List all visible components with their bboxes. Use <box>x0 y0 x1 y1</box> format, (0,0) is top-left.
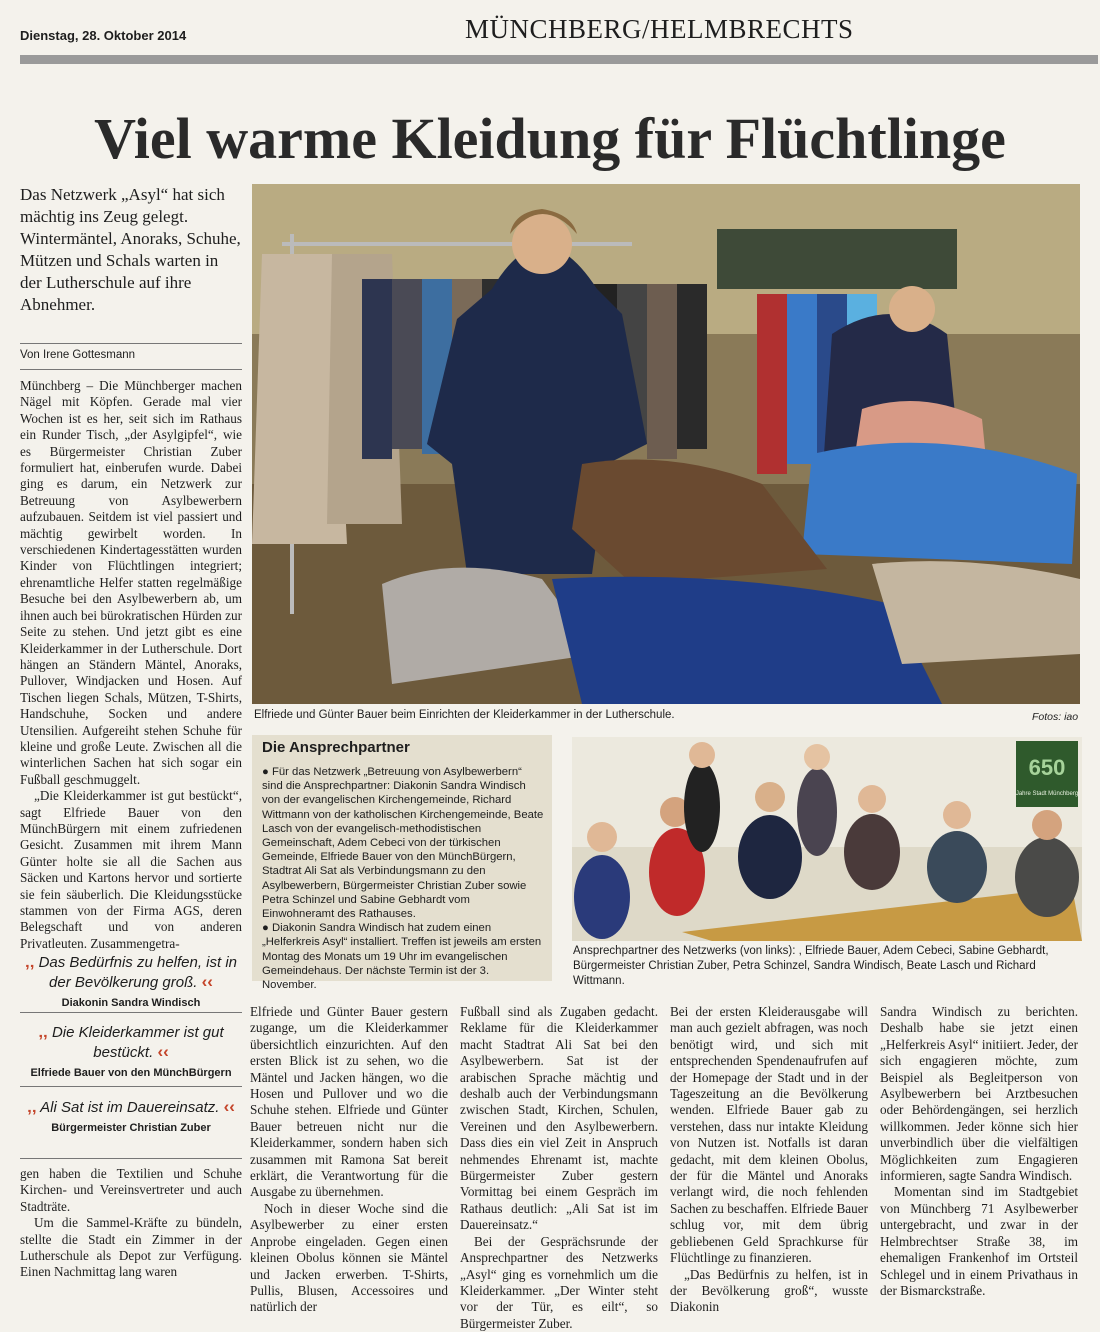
quote-author: Bürgermeister Christian Zuber <box>51 1122 211 1134</box>
paragraph: Elfriede und Günter Bauer gestern zugange, um die Kleiderkammer übersichtlich einzurichten. Auf den ersten Blick ist zu sehen, wo die Mäntel und Jacken hängen, wo die Hosen und Pullover und wo die Schuhe stehen. Elfriede und Günter Bauer betreuen nicht nur die Kleiderkammer, sondern haben sich zusammen mit Ramona Sat bereit erklärt, die Verantwortung für die Ausgabe zu übernehmen. <box>250 1004 448 1200</box>
lead-divider <box>20 343 242 344</box>
paragraph: Um die Sammel-Kräfte zu bündeln, stellte die Stadt ein Zimmer in der Lutherschule als Depot zur Verfügung. Einen Nachmittag lang waren <box>20 1215 242 1280</box>
photo-clothing-room-illustration <box>252 184 1080 704</box>
photo-credit: Fotos: iao <box>1032 711 1079 723</box>
pull-quote <box>20 1022 242 1079</box>
paragraph: Bei der Gesprächsrunde der Ansprechpartner des Netzwerks „Asyl“ ging es vornehmlich um die Kleiderkammer. „Der Winter steht vor der Tür, es eilt“, so Bürgermeister Zuber. <box>460 1233 658 1331</box>
quote-open-icon: ‚‚ <box>24 952 35 971</box>
quote-close-icon: ‹‹ <box>157 1042 169 1061</box>
bullet-icon: ● <box>262 766 269 778</box>
quote-divider <box>20 1086 242 1087</box>
pull-quote <box>20 1097 242 1134</box>
paragraph: „Das Bedürfnis zu helfen, ist in der Bevölkerung groß“, wusste Diakonin <box>670 1266 868 1315</box>
byline: Von Irene Gottesmann <box>20 349 136 361</box>
pull-quote <box>20 952 242 1009</box>
quote-text: Das Bedürfnis zu helfen, ist in der Bevölkerung groß. <box>38 954 238 991</box>
quote-close-icon: ‹‹ <box>201 972 213 991</box>
main-photo-caption: Elfriede und Günter Bauer beim Einrichten der Kleiderkammer in der Lutherschule. <box>254 709 675 721</box>
quote-text: Ali Sat ist im Dauereinsatz. <box>40 1099 220 1116</box>
lead-paragraph: Das Netzwerk „Asyl“ hat sich mächtig ins Zeug gelegt. Wintermäntel, Anoraks, Schuhe, Mützen und Schals warten in der Lutherschule auf ihre Abnehmer. <box>20 185 241 314</box>
section-title: MÜNCHBERG/HELMBRECHTS <box>465 14 854 44</box>
paragraph: Fußball sind als Zugaben gedacht. Reklame für die Kleiderkammer macht Stadtrat Ali Sat bei den Asylbewerbern. Sat ist der arabischen Sprache mächtig und deshalb auch der Verbindungsmann zwischen Stadt, Kirchen, Schulen, Vereinen und den Asylbewerbern. Dass dies ein viel Zeit in Anspruch nehmendes Ehrenamt ist, machte Bürgermeister Zuber gestern Vormittag bei einem Gespräch im Rathaus deutlich: „Ali Sat ist im Dauereinsatz.“ <box>460 1004 658 1233</box>
paragraph: Münchberg – Die Münchberger machen Nägel mit Köpfen. Gerade mal vier Wochen ist es her, seit sich im Rathaus ein Runder Tisch, „der Asylgipfel“, wie es Bürgermeister Christian Zuber formuliert hat, einberufen wurde. Dabei ging es darum, ein Netzwerk zur Betreuung von Asylbewerbern aufzubauen. Seitdem ist viel passiert und mächtig gewirbelt worden. In verschiedenen Kindertagesstätten wurden Kinder von Flüchtlingen integriert; ehrenamtliche Helfer statten regelmäßige Besuche bei den Asylbewerbern ab, um ihnen auch bei bürokratischen Hürden zur Seite zu stehen. Und jetzt gibt es eine Kleiderkammer in der Lutherschule. Dort hängen an Ständern Mäntel, Anoraks, Pullover, Windjacken und Hosen. Auf Tischen liegen Schals, Mützen, T-Shirts, Handschuhe, Socken und andere Utensilien. Aufgereiht stehen Schuhe für kleine und große Leute. Zwischen all die winterlichen Sachen hat sich sogar ein Fußball geschmuggelt. <box>20 378 242 787</box>
quote-open-icon: ‚‚ <box>27 1097 37 1116</box>
group-photo-caption: Ansprechpartner des Netzwerks (von links): , Elfriede Bauer, Adem Cebeci, Sabine Gebhardt, Bürgermeister Christian Zuber, Petra Schinzel, Sandra Windisch, Beate Lasch und Richard Wittmann. <box>573 945 1049 987</box>
group-photo <box>572 737 1082 941</box>
contacts-infobox <box>252 735 552 992</box>
byline-divider <box>20 369 242 370</box>
article-column-4 <box>670 1004 868 1316</box>
header-rule <box>20 55 1098 64</box>
headline: Viel warme Kleidung für Flüchtlinge <box>94 106 1006 171</box>
quote-divider <box>20 1012 242 1013</box>
paragraph: Sandra Windisch zu berichten. Deshalb habe sie jetzt einen „Helferkreis Asyl“ initiiert. Jeder, der sich engagieren möchte, zum Beispiel als Begleitperson von Asylbewerbern bei Arztbesuchen oder Behördengängen, sei herzlich willkommen. Jeder könne sich hier unverbindlich über die vielfältigen Möglichkeiten zum Engagieren informieren, sagte Sandra Windisch. <box>880 1004 1078 1184</box>
paragraph: Momentan sind im Stadtgebiet von Münchberg 71 Asylbewerber untergebracht, und zwar in der Helmbrechtser Straße 38, im ehemaligen Frankenhof im Ortsteil Schlegel und in einem Privathaus in der Bismarckstraße. <box>880 1184 1078 1298</box>
quote-text: Die Kleiderkammer ist gut bestückt. <box>51 1024 224 1061</box>
quote-divider <box>20 1158 242 1159</box>
infobox-item: Diakonin Sandra Windisch hat zudem einen „Helferkreis Asyl“ installiert. Treffen ist jeweils am ersten Montag des Monats um 19 Uhr im evangelischen Gemeindehaus. Der nächste Termin ist der 3. November. <box>262 922 542 992</box>
badge-number: 650 <box>1028 755 1066 780</box>
quote-author: Elfriede Bauer von den MünchBürgern <box>30 1067 232 1079</box>
article-column-1-end <box>20 1166 242 1281</box>
paragraph: gen haben die Textilien und Schuhe Kirchen- und Vereinsvertreter und auch Stadträte. <box>20 1166 242 1214</box>
article-column-2 <box>250 1004 448 1316</box>
main-photo <box>252 184 1080 704</box>
paragraph: „Die Kleiderkammer ist gut bestückt“, sagt Elfriede Bauer von den MünchBürgern mit einem zufriedenen Gesicht. Zusammen mit ihrem Mann Günter holte sie all die Sachen aus Säcken und Kartons hervor und sortierte sie fein säuberlich. Die Kleidungsstücke stammen von der Firma AGS, deren Belegschaft und von anderen Privatleuten. Zusammengetra- <box>20 788 242 951</box>
photo-group-illustration <box>572 737 1082 941</box>
publication-date: Dienstag, 28. Oktober 2014 <box>20 28 187 43</box>
infobox-text <box>262 765 545 992</box>
paragraph: Noch in dieser Woche sind die Asylbewerber zu einer ersten Anprobe eingeladen. Gegen einen kleinen Obolus können sie Mäntel und Jacken erwerben. T-Shirts, Pullis, Blusen, Accessoires und natürlich der <box>250 1200 448 1315</box>
paragraph: Bei der ersten Kleiderausgabe will man auch gezielt abfragen, was noch benötigt wird, und sich mit entsprechenden Spendenaufrufen auf der Homepage der Stadt und in der Tageszeitung an die Bevölkerung wenden. Elfriede Bauer gab zu verstehen, dass nur intakte Kleidung von Nutzen ist. Notfalls ist daran gedacht, mit dem kleinen Obolus, der für die Mäntel und Anoraks verlangt wird, die noch fehlenden Sachen zu beschaffen. Elfriede Bauer schlug vor, mit dem übrig gebliebenen Geld Sprachkurse für Flüchtlinge zu finanzieren. <box>670 1004 868 1266</box>
badge-text: Jahre Stadt Münchberg <box>1015 791 1079 797</box>
article-column-3 <box>460 1004 658 1332</box>
quote-close-icon: ‹‹ <box>223 1097 235 1116</box>
quote-author: Diakonin Sandra Windisch <box>61 997 201 1009</box>
infobox-title: Die Ansprechpartner <box>262 739 410 756</box>
article-column-5 <box>880 1004 1078 1299</box>
bullet-icon: ● <box>262 922 269 935</box>
quote-open-icon: ‚‚ <box>38 1022 48 1041</box>
infobox-item: Für das Netzwerk „Betreuung von Asylbewerbern“ sind die Ansprechpartner: Diakonin Sandra Windisch von der evangelischen Kirchengemeinde, Richard Wittmann von der katholischen Kirchengemeinde, Beate Lasch von der evangelisch-methodistischen Gemeinschaft, Adem Cebeci von der türkischen Gemeinde, Elfriede Bauer von den MünchBürgern, Stadtrat Ali Sat als Verbindungsmann zu den Asylbewerbern, Bürgermeister Christian Zuber sowie Petra Schinzel und Sabine Gebhardt vom Einwohneramt des Rathauses. <box>262 766 544 921</box>
article-column-1 <box>20 378 242 952</box>
